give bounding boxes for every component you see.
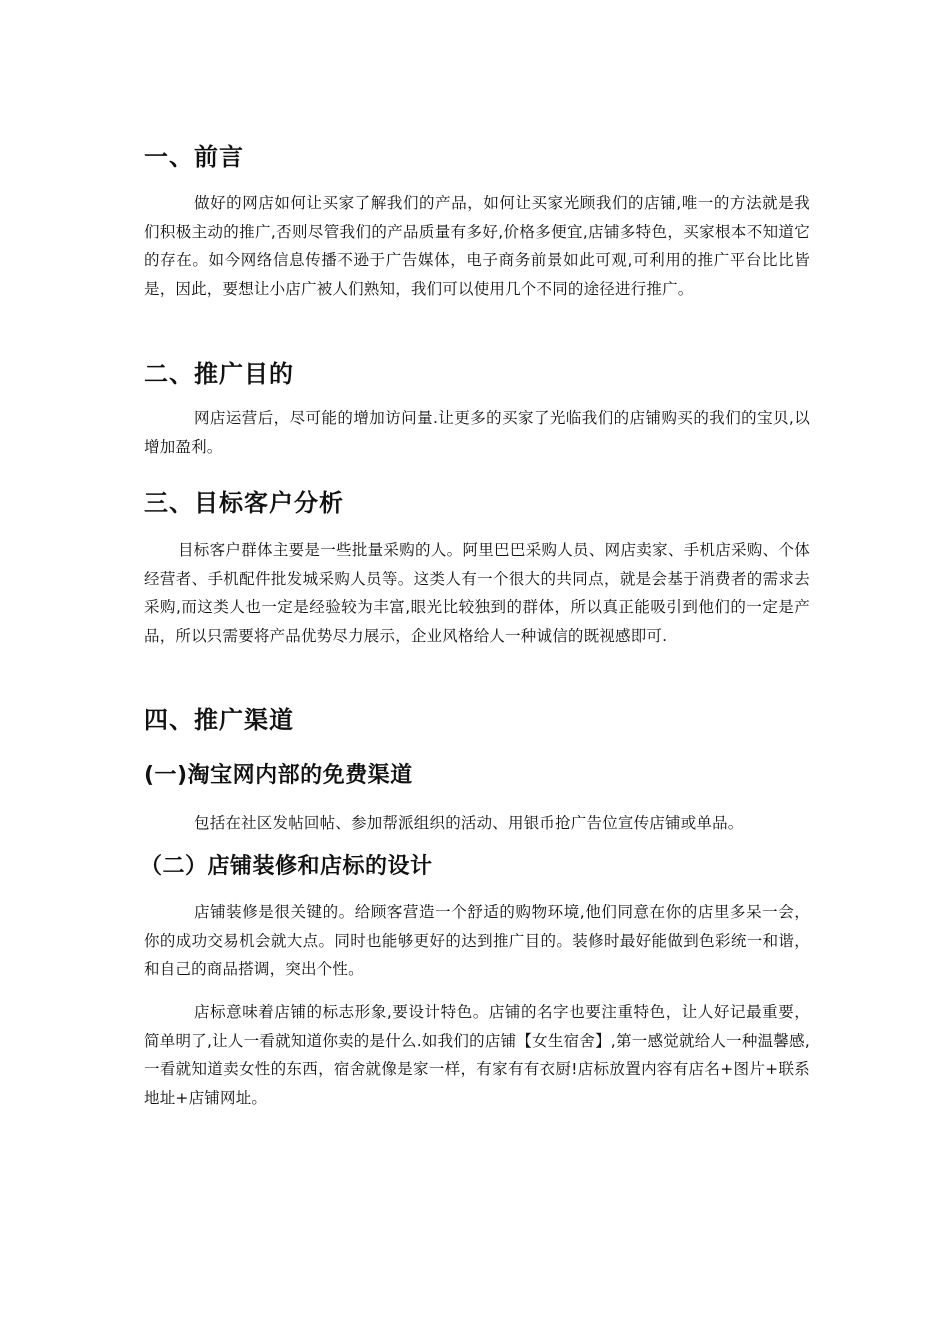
paragraph-target-customers: 目标客户群体主要是一些批量采购的人。阿里巴巴采购人员、网店卖家、手机店采购、个体经营者、手机配件批发城采购人员等。这类人有一个很大的共同点，就是会基于消费者的需求去采购,而这类人也一定是经验较为丰富,眼光比较独到的群体，所以真正能吸引到他们的一定是产品，所以只需要将产品优势尽力展示，企业风格给人一种诚信的既视感即可. <box>144 541 810 645</box>
paragraph-preface: 做好的网店如何让买家了解我们的产品，如何让买家光顾我们的店铺,唯一的方法就是我们积极主动的推广,否则尽管我们的产品质量有多好,价格多便宜,店铺多特色，买家根本不知道它的存在。如今网络信息传播不逊于广告媒体，电子商务前景如此可观,可利用的推广平台比比皆是，因此，要想让小店广被人们熟知，我们可以使用几个不同的途径进行推广。 <box>144 194 810 298</box>
heading-promotion-goal: 二、推广目的 <box>144 360 294 388</box>
heading-preface: 一、前言 <box>144 143 244 171</box>
paragraph-taobao-free-channels: 包括在社区发帖回帖、参加帮派组织的活动、用银币抢广告位宣传店铺或单品。 <box>194 814 744 832</box>
heading-channels: 四、推广渠道 <box>144 706 294 734</box>
subheading-store-design: （二）店铺装修和店标的设计 <box>140 854 433 879</box>
paragraph-store-logo: 店标意味着店铺的标志形象,要设计特色。店铺的名字也要注重特色，让人好记最重要，简单明了,让人一看就知道你卖的是什么.如我们的店铺【女生宿舍】,第一感觉就给人一种温馨感,一看就知道卖女性的东西，宿舍就像是家一样，有家有有衣厨!店标放置内容有店名+图片+联系地址+店铺网址。 <box>144 1003 810 1107</box>
paragraph-promotion-goal: 网店运营后，尽可能的增加访问量.让更多的买家了光临我们的店铺购买的我们的宝贝,以增加盈利。 <box>144 409 810 456</box>
heading-target-customers: 三、目标客户分析 <box>144 489 344 517</box>
subheading-taobao-free-channels: (一)淘宝网内部的免费渠道 <box>144 763 413 788</box>
paragraph-store-decoration: 店铺装修是很关键的。给顾客营造一个舒适的购物环境,他们同意在你的店里多呆一会，你的成功交易机会就大点。同时也能够更好的达到推广目的。装修时最好能做到色彩统一和谐，和自己的商品搭调，突出个性。 <box>144 903 810 978</box>
